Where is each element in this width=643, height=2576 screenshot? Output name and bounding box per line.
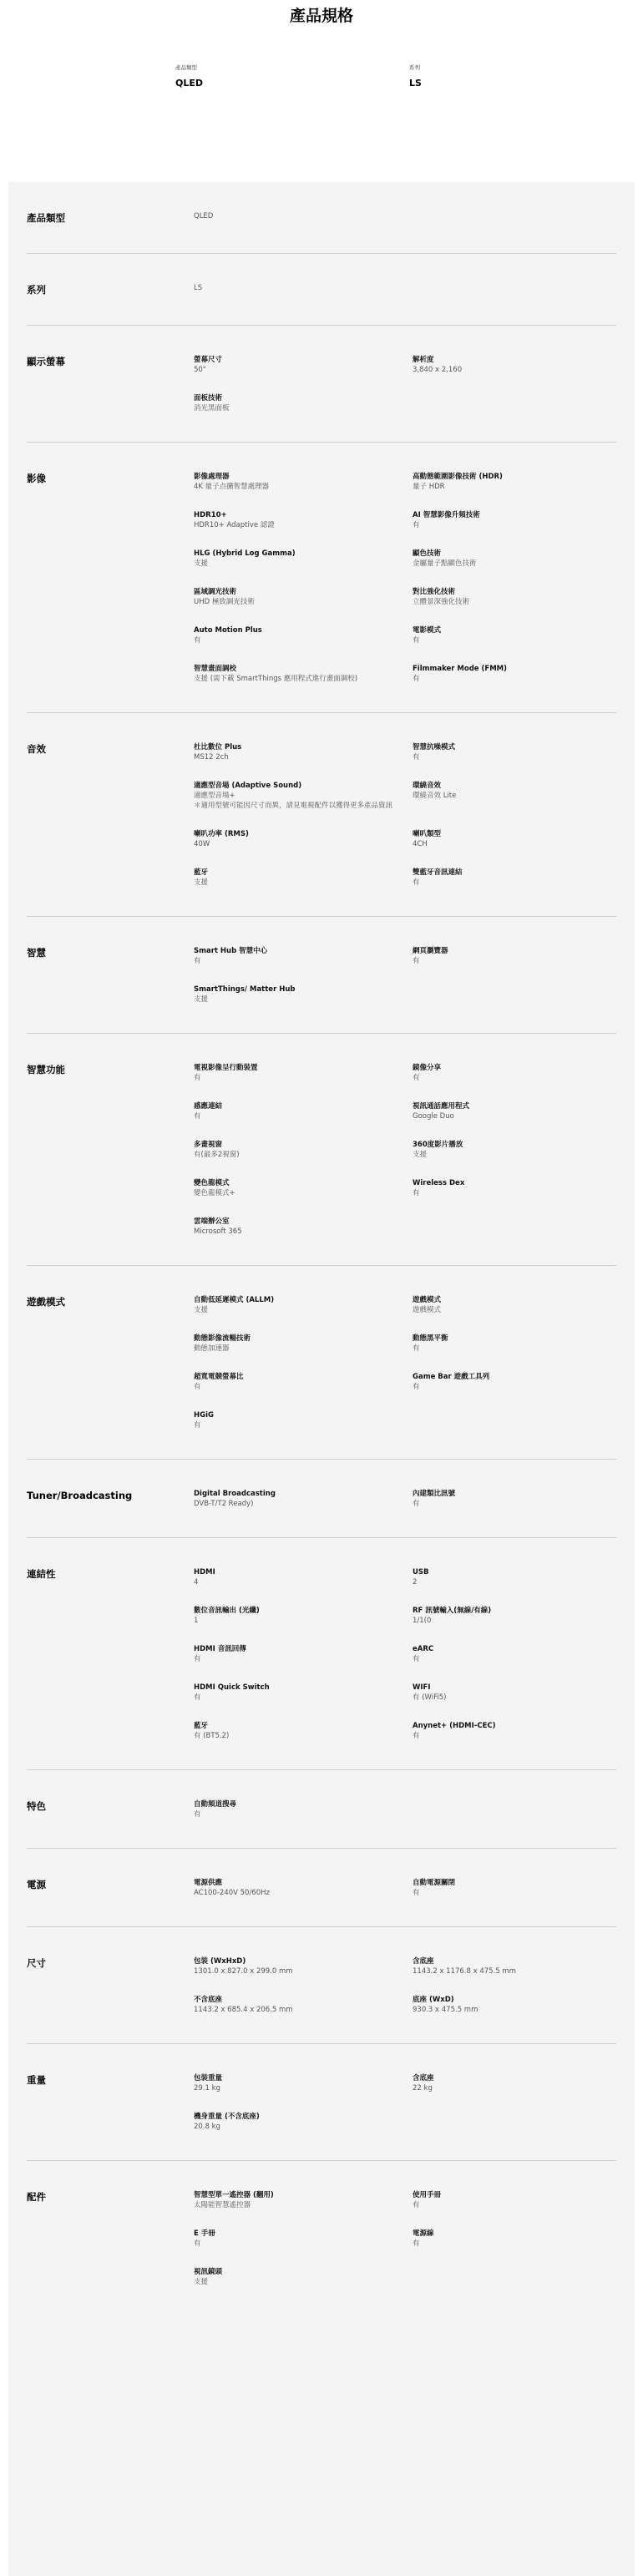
spec-grid — [194, 1295, 616, 1430]
spec-item — [194, 1799, 413, 1819]
spec-value: DVB-T/T2 Ready) — [194, 1500, 254, 1508]
spec-item — [194, 2190, 413, 2210]
spec-name: 動態影像流暢技術 — [194, 1334, 251, 1343]
section-title: 連結性 — [27, 1568, 56, 1580]
spec-name: 高動態範圍影像技術 (HDR) — [413, 473, 503, 481]
spec-name: eARC — [413, 1645, 434, 1653]
spec-grid — [194, 472, 616, 684]
spec-value: 有(最多2視窗) — [194, 1151, 240, 1159]
spec-name: HDMI 音訊回傳 — [194, 1645, 246, 1653]
spec-name: 機身重量 (不含底座) — [194, 2113, 260, 2121]
spec-name: 區域調光技術 — [194, 588, 237, 596]
spec-grid — [194, 2190, 616, 2287]
spec-value: 支援 — [413, 1151, 428, 1159]
spec-name: 螢幕尺寸 — [194, 356, 223, 364]
spec-name: 數位音訊輸出 (光纖) — [194, 1607, 260, 1615]
spec-name: 電源供應 — [194, 1879, 223, 1887]
spec-value: 動態加速器 — [194, 1344, 230, 1353]
spec-value: LS — [194, 284, 203, 292]
spec-value: 消光黑面板 — [194, 404, 230, 412]
spec-name: 使用手冊 — [413, 2191, 442, 2199]
spec-value: 930.3 x 475.5 mm — [413, 2006, 478, 2014]
spec-value: UHD 極致調光技術 — [194, 598, 255, 606]
spec-section — [27, 1770, 616, 1849]
spec-item — [194, 1606, 413, 1626]
spec-value: 支援 — [194, 1306, 209, 1314]
spec-name: Anynet+ (HDMI-CEC) — [413, 1722, 496, 1730]
spec-item — [413, 1878, 613, 1898]
spec-value: 20.8 kg — [194, 2123, 220, 2131]
spec-item — [194, 946, 413, 966]
spec-value: 有 — [413, 1889, 420, 1897]
spec-name: RF 訊號輸入(無線/有線) — [413, 1607, 492, 1615]
spec-item — [413, 1567, 613, 1587]
spec-item — [413, 1606, 613, 1626]
spec-name: 視訊通話應用程式 — [413, 1102, 470, 1111]
spec-name: 視訊鏡頭 — [194, 2268, 223, 2276]
section-title: 配件 — [27, 2191, 46, 2203]
spec-grid — [194, 1567, 616, 1741]
spec-name: HLG (Hybrid Log Gamma) — [194, 549, 296, 558]
spec-name: Smart Hub 智慧中心 — [194, 947, 268, 955]
spec-item — [413, 2190, 613, 2210]
summary-value: QLED — [175, 78, 204, 89]
spec-value: MS12 2ch — [194, 753, 229, 762]
spec-item — [413, 625, 613, 645]
spec-grid — [194, 355, 616, 413]
spec-item — [413, 1140, 613, 1160]
spec-name: Game Bar 遊戲工具列 — [413, 1373, 490, 1381]
spec-name: 顯色技術 — [413, 549, 442, 558]
spec-item — [194, 1489, 413, 1509]
spec-name: 變色龍模式 — [194, 1179, 230, 1187]
spec-item — [194, 664, 413, 684]
spec-value: 有 — [413, 1655, 420, 1663]
spec-section — [27, 1927, 616, 2044]
spec-section — [27, 326, 616, 443]
spec-value: 4 — [194, 1578, 199, 1587]
spec-name: 遊戲模式 — [413, 1296, 442, 1304]
spec-name: 含底座 — [413, 2074, 434, 2083]
spec-name: 超寬電競螢幕比 — [194, 1373, 244, 1381]
spec-name: WIFI — [413, 1683, 431, 1692]
spec-grid — [194, 211, 616, 225]
spec-name: 鏡像分享 — [413, 1064, 442, 1072]
spec-value: 50" — [194, 366, 206, 374]
spec-value: 有 — [413, 1500, 420, 1508]
spec-section — [27, 713, 616, 917]
spec-value: 支援 (需下載 SmartThings 應用程式進行畫面調校) — [194, 675, 358, 683]
spec-section — [27, 1849, 616, 1927]
spec-value: 有 — [413, 521, 420, 529]
spec-section — [27, 443, 616, 713]
spec-name: 藍牙 — [194, 868, 209, 877]
spec-name: 電源線 — [413, 2229, 434, 2238]
spec-name: 解析度 — [413, 356, 434, 364]
section-title: 智慧功能 — [27, 1064, 65, 1075]
spec-name: 電視影像呈行動裝置 — [194, 1064, 258, 1072]
product-summary — [0, 38, 643, 147]
summary-label: 產品類型 — [175, 64, 197, 71]
spec-value: 適應型音場+ ＊適用型號可能因尺寸而異，請見電視配件以獲得更多產品資訊 — [194, 792, 393, 810]
spec-value: 有 — [413, 675, 420, 683]
spec-item — [194, 355, 413, 375]
spec-item — [413, 829, 613, 849]
spec-name: SmartThings/ Matter Hub — [194, 985, 296, 994]
spec-name: 智慧型單一遙控器 (翻用) — [194, 2191, 274, 2199]
spec-value: 有 — [194, 1810, 201, 1819]
spec-value: 2 — [413, 1578, 418, 1587]
spec-section — [27, 254, 616, 326]
spec-section — [27, 917, 616, 1034]
spec-value: 太陽能智慧遙控器 — [194, 2201, 251, 2209]
spec-name: 面板技術 — [194, 394, 223, 402]
spec-item — [194, 2112, 413, 2132]
section-title: 重量 — [27, 2074, 46, 2086]
section-title: 特色 — [27, 1800, 46, 1812]
spec-item — [413, 1063, 613, 1083]
spec-value: 有 — [194, 1074, 201, 1082]
spec-item — [194, 1334, 413, 1354]
section-title: 影像 — [27, 473, 46, 484]
spec-panel — [8, 182, 635, 2576]
section-title: 電源 — [27, 1879, 46, 1890]
spec-value: 有 — [413, 753, 420, 762]
spec-grid — [194, 1956, 616, 2015]
spec-name: HDMI — [194, 1568, 215, 1576]
spec-name: HGiG — [194, 1411, 214, 1420]
spec-item — [194, 587, 413, 607]
spec-name: E 手冊 — [194, 2229, 215, 2238]
spec-name: Wireless Dex — [413, 1179, 465, 1187]
spec-section — [27, 1538, 616, 1770]
spec-name: 感應連結 — [194, 1102, 223, 1111]
spec-value: 4CH — [413, 840, 428, 848]
spec-item — [194, 1878, 413, 1898]
spec-grid — [194, 1878, 616, 1898]
spec-section — [27, 1460, 616, 1538]
spec-name: 藍牙 — [194, 1722, 209, 1730]
page-title: 產品規格 — [289, 7, 353, 25]
spec-value: 變色龍模式+ — [194, 1189, 235, 1197]
spec-value: 有 — [194, 1655, 201, 1663]
spec-value: 有 — [413, 957, 420, 965]
spec-item — [413, 1644, 613, 1664]
spec-item — [194, 211, 413, 225]
spec-value: 有 — [194, 957, 201, 965]
spec-name: 360度影片播放 — [413, 1141, 463, 1149]
spec-value: 有 — [413, 1189, 420, 1197]
spec-value: 支援 — [194, 2278, 209, 2286]
spec-value: 1 — [194, 1617, 199, 1625]
spec-name: Filmmaker Mode (FMM) — [413, 665, 508, 673]
spec-grid — [194, 1799, 616, 1819]
spec-name: 環繞音效 — [413, 782, 442, 790]
spec-name: 不含底座 — [194, 1996, 223, 2004]
spec-value: 有 — [413, 1344, 420, 1353]
spec-value: 有 — [194, 2239, 201, 2248]
spec-value: 有 — [413, 1383, 420, 1391]
spec-item — [194, 625, 413, 645]
summary-item — [175, 63, 409, 147]
spec-name: HDMI Quick Switch — [194, 1683, 270, 1692]
spec-item — [194, 2073, 413, 2093]
spec-section — [27, 2044, 616, 2161]
spec-name: 包裝重量 — [194, 2074, 223, 2083]
spec-value: 22 kg — [413, 2084, 433, 2093]
spec-value: 有 — [194, 636, 201, 645]
spec-value: 支援 — [194, 878, 209, 887]
spec-item — [413, 510, 613, 530]
spec-item — [194, 2229, 413, 2249]
spec-value: 有 — [413, 2201, 420, 2209]
spec-item — [413, 868, 613, 888]
section-title: 智慧 — [27, 947, 46, 959]
section-title: 尺寸 — [27, 1957, 46, 1969]
spec-name: 包裝 (WxHxD) — [194, 1957, 246, 1966]
spec-name: 含底座 — [413, 1957, 434, 1966]
section-title: 顯示螢幕 — [27, 356, 65, 367]
spec-item — [194, 829, 413, 849]
spec-grid — [194, 1063, 616, 1237]
spec-name: 自動電源關閉 — [413, 1879, 456, 1887]
spec-name: 自動頻道搜尋 — [194, 1800, 237, 1809]
spec-value: 29.1 kg — [194, 2084, 220, 2093]
spec-value: 1301.0 x 827.0 x 299.0 mm — [194, 1967, 293, 1976]
spec-item — [194, 1567, 413, 1587]
spec-value: 有 — [194, 1383, 201, 1391]
spec-item — [194, 1063, 413, 1083]
spec-item — [413, 664, 613, 684]
spec-value: 40W — [194, 840, 210, 848]
spec-name: 底座 (WxD) — [413, 1996, 454, 2004]
spec-item — [413, 1489, 613, 1509]
spec-item — [194, 1372, 413, 1392]
spec-item — [194, 1644, 413, 1664]
spec-value: 有 (WiFi5) — [413, 1693, 447, 1702]
spec-item — [413, 742, 613, 762]
spec-item — [413, 1956, 613, 1976]
spec-item — [194, 549, 413, 569]
spec-value: 有 — [194, 1112, 201, 1121]
spec-item — [194, 1721, 413, 1741]
spec-name: 智慧畫面調校 — [194, 665, 237, 673]
spec-value: 有 (BT5.2) — [194, 1732, 230, 1740]
spec-item — [194, 1683, 413, 1703]
spec-item — [413, 549, 613, 569]
spec-item — [194, 1410, 413, 1430]
spec-name: 自動低延遲模式 (ALLM) — [194, 1296, 275, 1304]
spec-value: 支援 — [194, 995, 209, 1004]
spec-value: 支援 — [194, 559, 209, 568]
section-title: Tuner/Broadcasting — [27, 1490, 133, 1501]
spec-value: 1/1(0 — [413, 1617, 432, 1625]
spec-item — [194, 984, 413, 1005]
spec-item — [194, 1140, 413, 1160]
spec-item — [413, 1178, 613, 1198]
spec-name: 智慧抗噪模式 — [413, 743, 456, 752]
spec-value: 量子 HDR — [413, 483, 445, 491]
spec-name: 網頁瀏覽器 — [413, 947, 448, 955]
spec-section — [27, 1266, 616, 1460]
spec-grid — [194, 1489, 616, 1509]
spec-name: 對比強化技術 — [413, 588, 456, 596]
spec-name: 雙藍牙音訊連結 — [413, 868, 463, 877]
spec-grid — [194, 2073, 616, 2132]
spec-item — [413, 946, 613, 966]
spec-item — [413, 1334, 613, 1354]
spec-item — [413, 355, 613, 375]
spec-item — [413, 781, 613, 811]
spec-value: 3,840 x 2,160 — [413, 366, 463, 374]
spec-item — [194, 1178, 413, 1198]
spec-item — [413, 1995, 613, 2015]
spec-value: 1143.2 x 685.4 x 206.5 mm — [194, 2006, 293, 2014]
spec-name: 電影模式 — [413, 626, 442, 635]
spec-item — [194, 2267, 413, 2287]
spec-item — [413, 1101, 613, 1121]
summary-value: LS — [409, 78, 422, 89]
spec-value: 1143.2 x 1176.8 x 475.5 mm — [413, 1967, 516, 1976]
spec-item — [413, 1721, 613, 1741]
spec-item — [194, 868, 413, 888]
spec-item — [194, 1295, 413, 1315]
spec-item — [194, 781, 413, 811]
spec-name: Digital Broadcasting — [194, 1490, 276, 1498]
spec-grid — [194, 946, 616, 1005]
spec-value: 有 — [413, 636, 420, 645]
spec-value: 有 — [194, 1693, 201, 1702]
section-title: 音效 — [27, 743, 46, 755]
spec-item — [413, 1295, 613, 1315]
section-title: 系列 — [27, 284, 46, 296]
spec-name: 動態黑平衡 — [413, 1334, 448, 1343]
spec-name: Auto Motion Plus — [194, 626, 262, 635]
spec-item — [194, 1956, 413, 1976]
spec-name: 多畫視窗 — [194, 1141, 223, 1149]
spec-item — [413, 2073, 613, 2093]
spec-item — [194, 510, 413, 530]
spec-item — [194, 283, 413, 296]
spec-name: 杜比數位 Plus — [194, 743, 242, 752]
spec-item — [194, 472, 413, 492]
spec-item — [194, 742, 413, 762]
spec-value: 環繞音效 Lite — [413, 792, 457, 800]
spec-value: Microsoft 365 — [194, 1227, 242, 1236]
spec-value: 有 — [413, 1732, 420, 1740]
spec-name: 適應型音場 (Adaptive Sound) — [194, 782, 302, 790]
spec-value: Google Duo — [413, 1112, 454, 1121]
spec-value: QLED — [194, 212, 214, 220]
spec-name: HDR10+ — [194, 511, 227, 519]
spec-value: 立體景深強化技術 — [413, 598, 470, 606]
spec-value: HDR10+ Adaptive 認證 — [194, 521, 275, 529]
section-title: 產品類型 — [27, 212, 65, 224]
spec-name: 內建類比訊號 — [413, 1490, 456, 1498]
spec-value: AC100-240V 50/60Hz — [194, 1889, 270, 1897]
spec-item — [194, 1217, 413, 1237]
spec-item — [194, 1995, 413, 2015]
spec-name: 雲端辦公室 — [194, 1217, 230, 1226]
spec-name: USB — [413, 1568, 429, 1576]
spec-item — [413, 587, 613, 607]
spec-value: 有 — [413, 2239, 420, 2248]
spec-name: 喇叭功率 (RMS) — [194, 830, 249, 838]
spec-value: 有 — [413, 1074, 420, 1082]
spec-name: AI 智慧影像升頻技術 — [413, 511, 480, 519]
summary-item — [409, 63, 643, 147]
spec-value: 遊戲模式 — [413, 1306, 442, 1314]
spec-section — [27, 182, 616, 254]
spec-value: 4K 量子点擴智慧處理器 — [194, 483, 270, 491]
spec-item — [194, 393, 413, 413]
spec-value: 有 — [413, 878, 420, 887]
spec-name: 喇叭類型 — [413, 830, 442, 838]
spec-item — [413, 2229, 613, 2249]
spec-item — [413, 1683, 613, 1703]
spec-name: 影像處理器 — [194, 473, 230, 481]
spec-section — [27, 1034, 616, 1266]
spec-grid — [194, 283, 616, 296]
summary-label: 系列 — [409, 64, 420, 71]
spec-item — [413, 1372, 613, 1392]
spec-value: 金屬量子點顯色技術 — [413, 559, 477, 568]
section-title: 遊戲模式 — [27, 1296, 65, 1308]
spec-grid — [194, 742, 616, 888]
spec-item — [413, 472, 613, 492]
spec-value: 有 — [194, 1421, 201, 1430]
spec-section — [27, 2161, 616, 2315]
spec-item — [194, 1101, 413, 1121]
